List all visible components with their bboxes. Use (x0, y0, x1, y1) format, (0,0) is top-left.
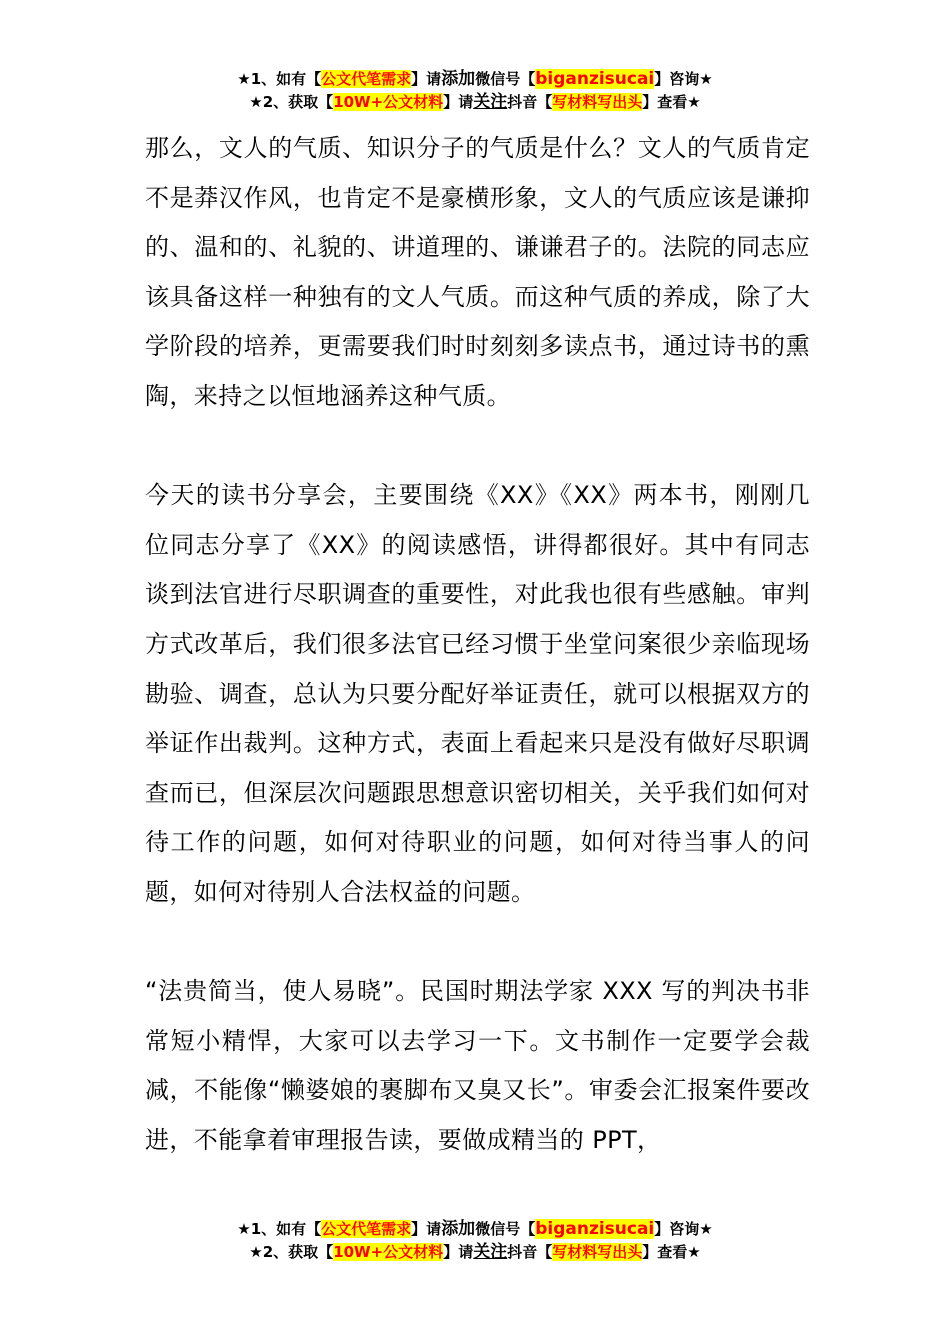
promo-footer-line-2-prefix: ★2、获取【 (249, 1243, 334, 1261)
promo-footer-line-1-suffix: 】咨询★ (654, 1220, 713, 1238)
promo-footer-line-2-emphasis: 关注 (473, 1242, 508, 1262)
promo-line-2-mid2: 抖音【 (507, 93, 553, 111)
promo-footer-line-1-mid: 】请 (411, 1220, 442, 1238)
promo-footer-line-1 (0, 1218, 950, 1241)
promo-footer-line-1-prefix: ★1、如有【 (237, 1220, 322, 1238)
promo-line-1 (0, 68, 950, 91)
promo-line-1-wechat-id: biganzisucai (535, 69, 655, 89)
promo-line-2 (0, 91, 950, 114)
promo-footer-line-1-emphasis: 添加 (441, 1219, 476, 1239)
promo-line-2-douyin-account: 写材料写出头 (552, 93, 643, 111)
promo-header (0, 68, 950, 114)
promo-footer-line-2-douyin-account: 写材料写出头 (552, 1243, 643, 1261)
promo-line-2-suffix: 】查看★ (642, 93, 701, 111)
promo-footer-line-2-mid: 】请 (443, 1243, 474, 1261)
promo-line-2-mid: 】请 (443, 93, 474, 111)
promo-footer-line-1-mid2: 微信号【 (475, 1220, 536, 1238)
promo-footer-line-2-highlight-materials: 10W+公文材料 (333, 1243, 444, 1261)
paragraph-2: 今天的读书分享会，主要围绕《XX》《XX》两本书，刚刚几位同志分享了《XX》的阅读感悟，讲得都很好。其中有同志谈到法官进行尽职调查的重要性，对此我也很有些感触。审判方式改革后，我们很多法官已经习惯于坐堂问案很少亲临现场勘验、调查，总认为只要分配好举证责任，就可以根据双方的举证作出裁判。这种方式，表面上看起来只是没有做好尽职调查而已，但深层次问题跟思想意识密切相关，关乎我们如何对待工作的问题，如何对待职业的问题，如何对待当事人的问题，如何对待别人合法权益的问题。 (145, 481, 810, 906)
promo-line-2-prefix: ★2、获取【 (249, 93, 334, 111)
promo-line-2-highlight-materials: 10W+公文材料 (333, 93, 444, 111)
promo-footer-line-2 (0, 1241, 950, 1264)
promo-footer-line-2-mid2: 抖音【 (507, 1243, 553, 1261)
promo-line-1-mid2: 微信号【 (475, 70, 536, 88)
promo-line-2-emphasis: 关注 (473, 92, 508, 112)
promo-line-1-highlight-service: 公文代笔需求 (321, 70, 412, 88)
promo-line-1-suffix: 】咨询★ (654, 70, 713, 88)
promo-footer-line-2-suffix: 】查看★ (642, 1243, 701, 1261)
promo-line-1-mid: 】请 (411, 70, 442, 88)
promo-line-1-emphasis: 添加 (441, 69, 476, 89)
paragraph-1: 那么，文人的气质、知识分子的气质是什么？文人的气质肯定不是莽汉作风，也肯定不是豪横形象，文人的气质应该是谦抑的、温和的、礼貌的、讲道理的、谦谦君子的。法院的同志应该具备这样一种独有的文人气质。而这种气质的养成，除了大学阶段的培养，更需要我们时时刻刻多读点书，通过诗书的熏陶，来持之以恒地涵养这种气质。 (145, 134, 810, 410)
promo-footer (0, 1218, 950, 1264)
promo-line-1-prefix: ★1、如有【 (237, 70, 322, 88)
promo-footer-line-1-wechat-id: biganzisucai (535, 1219, 655, 1239)
promo-footer-line-1-highlight-service: 公文代笔需求 (321, 1220, 412, 1238)
document-body (145, 124, 810, 1165)
paragraph-3: “法贵简当，使人易晓”。民国时期法学家 XXX 写的判决书非常短小精悍，大家可以去学习一下。文书制作一定要学会裁减，不能像“懒婆娘的裹脚布又臭又长”。审委会汇报案件要改进，不能拿着审理报告读，要做成精当的 PPT， (145, 977, 810, 1154)
